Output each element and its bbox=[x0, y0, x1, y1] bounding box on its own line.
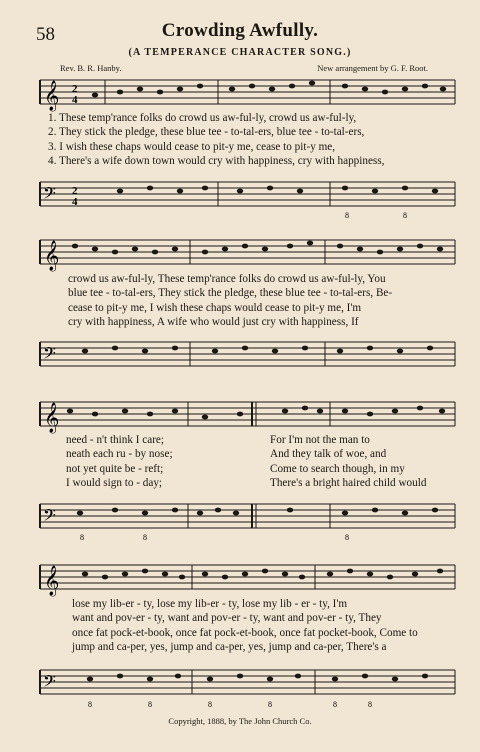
lyric-line: need - n't think I care; bbox=[66, 434, 164, 446]
song-subtitle: (A TEMPERANCE CHARACTER SONG.) bbox=[128, 47, 352, 58]
svg-text:𝄢: 𝄢 bbox=[43, 183, 56, 207]
svg-text:8: 8 bbox=[368, 700, 372, 709]
bass-staff-3 bbox=[0, 494, 480, 542]
lyric-line: once fat pock-et-book, once fat pock-et-book, once fat pocket-book, Come to bbox=[72, 626, 418, 639]
svg-text:8: 8 bbox=[403, 211, 407, 220]
svg-text:𝄞: 𝄞 bbox=[44, 241, 60, 271]
lyric-line: want and pov-er - ty, want and pov-er - ty, want and pov-er - ty, They bbox=[72, 612, 382, 625]
svg-text:8: 8 bbox=[148, 700, 152, 709]
svg-text:8: 8 bbox=[88, 700, 92, 709]
lyric-line: 4. There's a wife down town would cry with happiness, cry with happiness, bbox=[48, 155, 385, 168]
bass-staff-2 bbox=[0, 332, 480, 376]
svg-text:8: 8 bbox=[345, 211, 349, 220]
arranger-credit: New arrangement by G. F. Root. bbox=[317, 63, 428, 73]
lyric-line: There's a bright haired child would bbox=[270, 477, 427, 490]
lyric-line: neath each ru - by nose; bbox=[66, 448, 173, 461]
treble-staff-4 bbox=[0, 559, 480, 599]
author-credit: Rev. B. R. Hanby. bbox=[60, 63, 122, 73]
svg-text:𝄞: 𝄞 bbox=[44, 81, 60, 111]
song-title: Crowding Awfully. bbox=[161, 20, 319, 41]
treble-staff-3 bbox=[0, 396, 480, 436]
svg-text:8: 8 bbox=[345, 533, 349, 542]
bass-staff-1 bbox=[0, 172, 480, 220]
copyright-notice: Copyright, 1888, by The John Church Co. bbox=[168, 716, 312, 726]
page-number: 58 bbox=[36, 24, 55, 45]
svg-text:𝄢: 𝄢 bbox=[43, 671, 56, 695]
treble-staff-1 bbox=[0, 74, 480, 114]
lyric-line: lose my lib-er - ty, lose my lib-er - ty, lose my lib - er - ty, I'm bbox=[72, 598, 348, 610]
lyric-line: not yet quite be - reft; bbox=[66, 462, 164, 475]
svg-text:8: 8 bbox=[208, 700, 212, 709]
lyric-line: 3. I wish these chaps would cease to pit-y me, cease to pit-y me, bbox=[48, 140, 336, 153]
svg-text:8: 8 bbox=[80, 533, 84, 542]
lyric-line: And they talk of woe, and bbox=[270, 448, 387, 461]
lyric-line: 1. These temp'rance folks do crowd us aw-ful-ly, crowd us aw-ful-ly, bbox=[48, 112, 357, 124]
lyric-line: For I'm not the man to bbox=[270, 434, 370, 446]
svg-text:2: 2 bbox=[72, 185, 78, 197]
svg-text:𝄢: 𝄢 bbox=[43, 343, 56, 367]
bass-staff-4 bbox=[0, 660, 480, 710]
treble-staff-2 bbox=[0, 234, 480, 274]
svg-text:2: 2 bbox=[72, 83, 78, 95]
svg-text:4: 4 bbox=[72, 196, 78, 208]
svg-text:8: 8 bbox=[143, 533, 147, 542]
lyric-line: Come to search though, in my bbox=[270, 462, 405, 475]
svg-text:4: 4 bbox=[72, 94, 78, 106]
lyric-line: 2. They stick the pledge, these blue tee - to-tal-ers, blue tee - to-tal-ers, bbox=[48, 126, 365, 139]
svg-text:𝄞: 𝄞 bbox=[44, 403, 60, 433]
svg-text:8: 8 bbox=[333, 700, 337, 709]
svg-text:𝄢: 𝄢 bbox=[43, 505, 56, 529]
lyric-line: jump and ca-per, yes, jump and ca-per, yes, jump and ca-per, There's a bbox=[72, 641, 387, 654]
lyric-line: cry with happiness, A wife who would just cry with happiness, If bbox=[68, 316, 359, 329]
svg-text:8: 8 bbox=[268, 700, 272, 709]
svg-text:𝄞: 𝄞 bbox=[44, 566, 60, 596]
lyric-line: crowd us aw-ful-ly, These temp'rance folks do crowd us aw-ful-ly, You bbox=[68, 273, 386, 285]
lyric-line: cease to pit-y me, I wish these chaps would cease to pit-y me, I'm bbox=[68, 301, 362, 314]
lyric-line: blue tee - to-tal-ers, They stick the pledge, these blue tee - to-tal-ers, Be- bbox=[68, 287, 393, 300]
lyric-line: I would sign to - day; bbox=[66, 477, 163, 490]
